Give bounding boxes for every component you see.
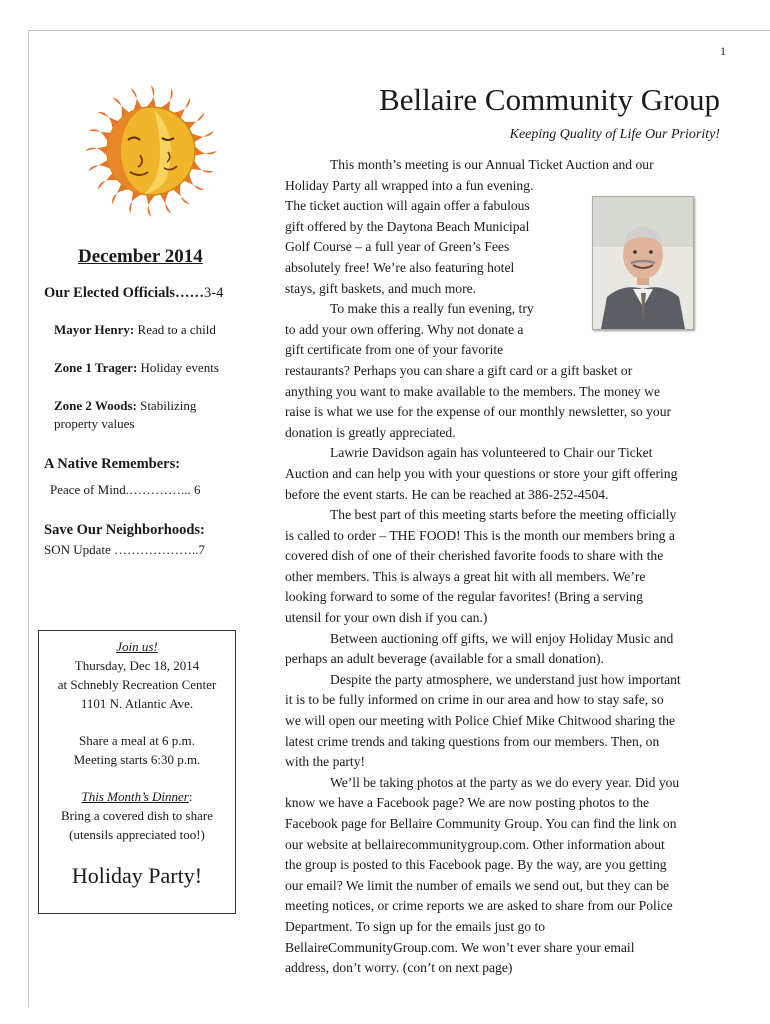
article-line: Golf Course – a full year of Green’s Fees xyxy=(285,239,510,255)
article-line: raise is what we use for the expense of our monthly newsletter, so your xyxy=(285,404,672,420)
toc-heading xyxy=(44,521,259,540)
article-line: gift certificate from one of your favorite xyxy=(285,342,504,358)
event-meeting-time: Meeting starts 6:30 p.m. xyxy=(73,752,201,767)
page-number: 1 xyxy=(720,44,726,58)
toc-subitem xyxy=(54,414,269,433)
toc-heading xyxy=(44,455,259,474)
dinner-line-2: (utensils appreciated too!) xyxy=(69,827,205,842)
main-article xyxy=(285,155,725,979)
event-info-box xyxy=(38,630,236,914)
event-address: 1101 N. Atlantic Ave. xyxy=(80,696,194,711)
sun-moon-logo xyxy=(80,80,222,222)
article-line: The ticket auction will again offer a fabulous xyxy=(285,198,530,214)
article-line: before the event starts. He can be reached at 386-252-4504. xyxy=(285,486,609,502)
toc-subitem-name: Mayor Henry: xyxy=(54,322,135,337)
toc-subitem-name: Zone 2 Woods: xyxy=(54,398,137,413)
article-line: know we have a Facebook page? We are now posting photos to the xyxy=(285,795,650,811)
toc-subitem-name: Zone 1 Trager: xyxy=(54,360,138,375)
article-line: Auction and can help you with your questions or store your gift offering xyxy=(285,465,678,481)
article-line: with the party! xyxy=(285,754,366,770)
newsletter-tagline: Keeping Quality of Life Our Priority! xyxy=(509,127,720,142)
toc-page-number: 3-4 xyxy=(204,285,224,301)
article-line: latest crime trends and taking questions from our members. Then, on xyxy=(285,733,660,749)
article-line: it is to be fully informed on crime in our area and how to stay safe, so xyxy=(285,692,664,708)
toc-subitem xyxy=(54,396,269,415)
toc-subitem-text: Holiday events xyxy=(137,360,219,375)
article-line: We’ll be taking photos at the party as we do every year. Did you xyxy=(330,774,680,790)
toc-entry: SON Update ………………..7 xyxy=(44,542,206,557)
article-line: The best part of this meeting starts before the meeting officially xyxy=(330,507,677,523)
article-line: other members. This is always a great hit with all members. We’re xyxy=(285,568,646,584)
article-line: This month’s meeting is our Annual Ticket Auction and our xyxy=(330,157,654,172)
toc-subitem-text: Read to a child xyxy=(134,322,216,337)
article-line: covered dish of one of their cherished favorite foods to share with the xyxy=(285,548,664,564)
article-line: Despite the party atmosphere, we understand just how important xyxy=(330,671,681,687)
event-date: Thursday, Dec 18, 2014 xyxy=(74,658,200,673)
event-meal-time: Share a meal at 6 p.m. xyxy=(79,733,195,748)
article-line: absolutely free! We’re also featuring hotel xyxy=(285,259,515,275)
event-venue: at Schnebly Recreation Center xyxy=(57,677,217,692)
toc-entry: Peace of Mind.…………... 6 xyxy=(50,482,201,497)
article-line: address, don’t worry. (con’t on next page) xyxy=(285,960,513,976)
dinner-line-1: Bring a covered dish to share xyxy=(61,808,213,823)
article-line: donation is greatly appreciated. xyxy=(285,424,456,440)
article-line: Lawrie Davidson again has volunteered to Chair our Ticket xyxy=(330,445,653,461)
article-line: we will open our meeting with Police Chief Mike Chitwood sharing the xyxy=(285,713,676,729)
article-line: is called to order – THE FOOD! This is the month our members bring a xyxy=(285,527,675,543)
toc-subitem xyxy=(54,320,269,339)
article-line: Between auctioning off gifts, we will enjoy Holiday Music and xyxy=(330,630,674,646)
article-line: Facebook page for Bellaire Community Group. You can find the link on xyxy=(285,816,677,831)
issue-date: December 2014 xyxy=(78,246,203,267)
dinner-label: This Month’s Dinner xyxy=(81,789,189,804)
article-line: Department. To sign up for the emails just go to xyxy=(285,918,546,934)
article-line: Holiday Party all wrapped into a fun evening. xyxy=(285,177,534,193)
article-line: To make this a really fun evening, try xyxy=(330,301,534,317)
article-line: our email? We limit the number of emails we send out, but they can be xyxy=(285,877,670,893)
holiday-party-headline: Holiday Party! xyxy=(71,863,203,888)
dinner-colon: : xyxy=(188,789,193,804)
article-line: perhaps an adult beverage (available for a small donation). xyxy=(285,651,604,667)
article-line: meeting notices, or crime reports we are asked to share from our Police xyxy=(285,898,673,914)
dinner-heading xyxy=(39,787,235,806)
article-line: anything you want to make available to the members. The money we xyxy=(285,383,660,399)
toc-heading-label: Our Elected Officials…… xyxy=(44,285,205,301)
toc-heading-label: A Native Remembers: xyxy=(44,456,181,472)
article-line: the group is posted to this Facebook page. By the way, are you getting xyxy=(285,857,667,873)
newsletter-title: Bellaire Community Group xyxy=(379,82,720,117)
toc-heading xyxy=(44,284,259,303)
article-line: our website at bellairecommunitygroup.com. Other information about xyxy=(285,836,665,852)
toc-subitem xyxy=(54,358,269,377)
article-line: to add your own offering. Why not donate a xyxy=(285,321,524,337)
article-line: BellaireCommunityGroup.com. We won’t ever share your email xyxy=(285,939,635,955)
article-line: gift offered by the Daytona Beach Municipal xyxy=(285,218,530,234)
article-line: looking forward to some of the regular favorites! (Bring a serving xyxy=(285,589,643,605)
article-line: utensil for your own dish if you can.) xyxy=(285,610,488,626)
article-line: stays, gift baskets, and much more. xyxy=(285,280,477,296)
toc-subitem-text: Stabilizing xyxy=(136,398,197,413)
toc-subitem-text: property values xyxy=(54,416,135,431)
article-line: restaurants? Perhaps you can share a gift card or a gift basket or xyxy=(285,362,633,378)
join-us-label: Join us! xyxy=(116,639,158,654)
toc-heading-label: Save Our Neighborhoods: xyxy=(44,522,205,538)
